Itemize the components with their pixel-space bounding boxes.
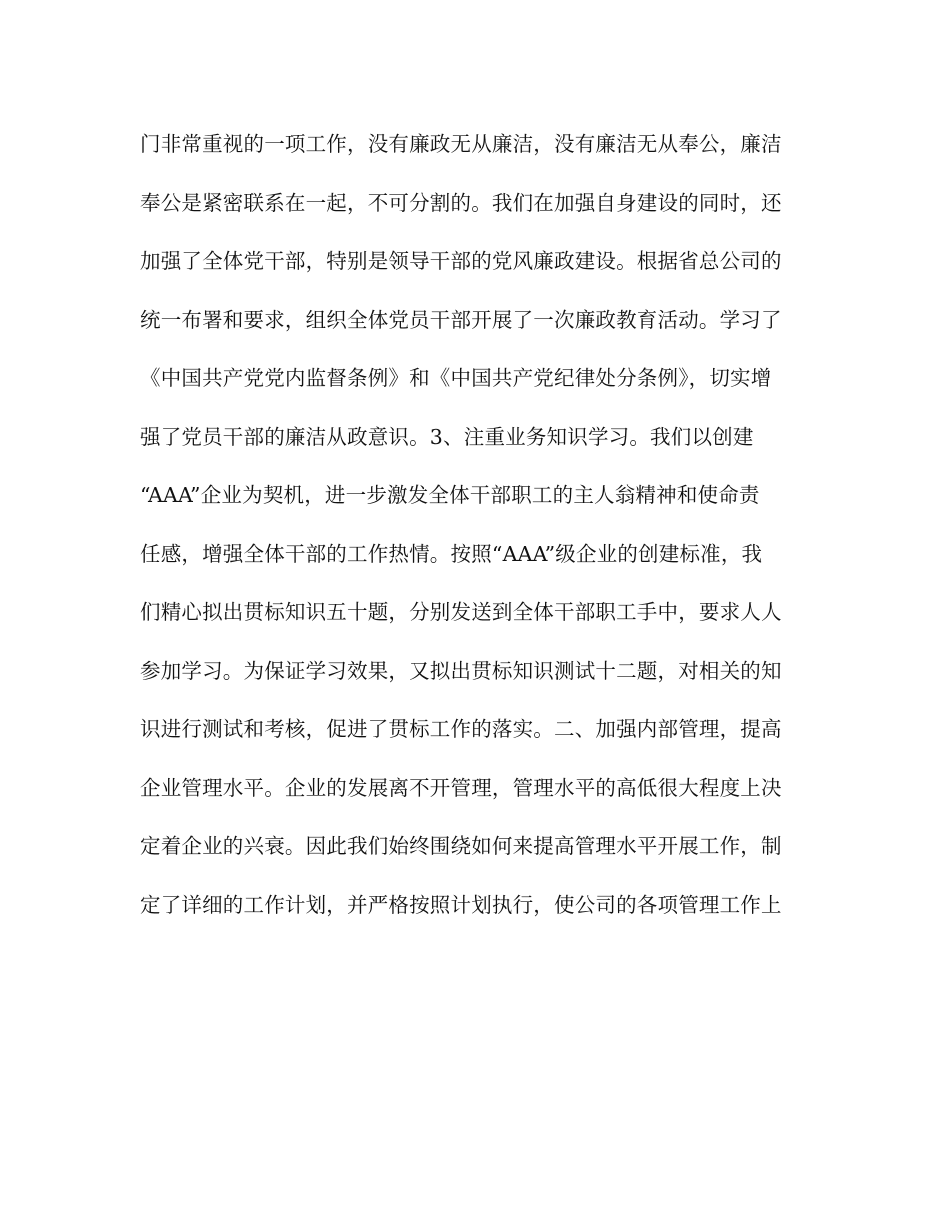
text-line: 强了党员干部的廉洁从政意识。3、注重业务知识学习。我们以创建 [140, 424, 754, 449]
document-body [140, 124, 820, 943]
text-line: 们精心拟出贯标知识五十题，分别发送到全体干部职工手中，要求人人 [140, 600, 782, 624]
text-line: 任感，增强全体干部的工作热情。按照“AAA”级企业的创建标准，我 [140, 541, 763, 566]
text-line: 统一布署和要求，组织全体党员干部开展了一次廉政教育活动。学习了 [140, 307, 782, 332]
text-line: 《中国共产党党内监督条例》和《中国共产党纪律处分条例》，切实增 [140, 366, 772, 390]
text-line: 参加学习。为保证学习效果，又拟出贯标知识测试十二题，对相关的知 [140, 658, 782, 683]
text-line: 定着企业的兴衰。因此我们始终围绕如何来提高管理水平开展工作，制 [140, 834, 782, 858]
text-line: 识进行测试和考核，促进了贯标工作的落实。二、加强内部管理，提高 [140, 717, 782, 741]
text-line: “AAA”企业为契机，进一步激发全体干部职工的主人翁精神和使命责 [140, 483, 760, 507]
text-line: 企业管理水平。企业的发展离不开管理，管理水平的高低很大程度上决 [140, 775, 782, 800]
text-line: 奉公是紧密联系在一起，不可分割的。我们在加强自身建设的同时，还 [140, 190, 782, 215]
text-line: 门非常重视的一项工作，没有廉政无从廉洁，没有廉洁无从奉公，廉洁 [140, 132, 782, 156]
text-line: 定了详细的工作计划，并严格按照计划执行，使公司的各项管理工作上 [140, 892, 782, 917]
text-line: 加强了全体党干部，特别是领导干部的党风廉政建设。根据省总公司的 [140, 249, 782, 273]
